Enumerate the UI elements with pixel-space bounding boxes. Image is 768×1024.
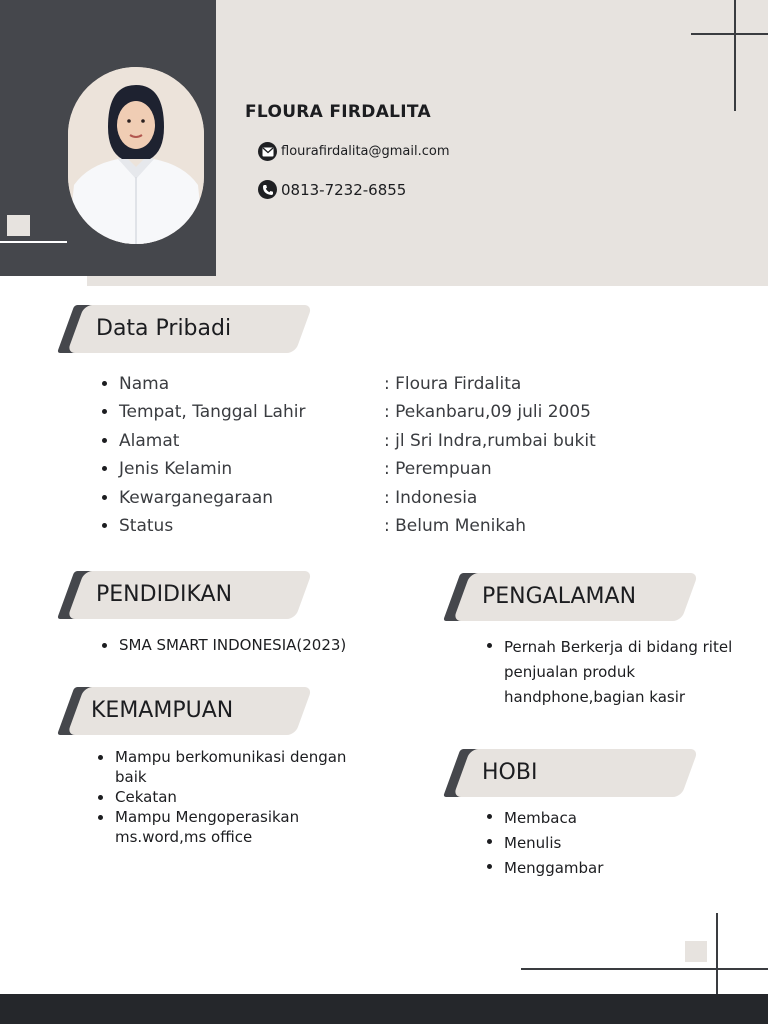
section-kemampuan bbox=[57, 687, 297, 735]
section-title-text: Data Pribadi bbox=[96, 316, 232, 341]
decorative-cross-horizontal bbox=[691, 33, 768, 35]
list-item: Membaca bbox=[484, 806, 744, 831]
list-value: : Floura Firdalita bbox=[384, 374, 522, 394]
decorative-line bbox=[0, 241, 67, 243]
list-item: SMA SMART INDONESIA(2023) bbox=[99, 635, 379, 656]
list-item: Mampu berkomunikasi dengan baik bbox=[95, 747, 355, 787]
section-data-pribadi bbox=[57, 305, 297, 353]
list-value: : jl Sri Indra,rumbai bukit bbox=[384, 430, 596, 451]
section-title-text: KEMAMPUAN bbox=[91, 698, 234, 723]
personal-data-values bbox=[384, 372, 596, 542]
list-item: Status bbox=[99, 514, 305, 542]
list-item: Nama bbox=[99, 372, 305, 400]
full-name: FLOURA FIRDALITA bbox=[245, 102, 431, 122]
list-value: : Belum Menikah bbox=[384, 515, 527, 536]
profile-photo bbox=[68, 67, 204, 244]
decorative-cross-horizontal bbox=[521, 968, 768, 970]
envelope-icon bbox=[258, 142, 277, 161]
list-item: Alamat bbox=[99, 429, 305, 457]
decorative-square bbox=[685, 941, 707, 962]
list-item: Jenis Kelamin bbox=[99, 457, 305, 485]
experience-list bbox=[484, 635, 744, 710]
phone-icon bbox=[258, 180, 277, 199]
section-hobi bbox=[443, 749, 683, 797]
email-text[interactable]: flourafirdalita@gmail.com bbox=[281, 144, 450, 159]
footer-bar bbox=[0, 994, 768, 1024]
list-item: Cekatan bbox=[95, 787, 355, 807]
section-title-text: PENGALAMAN bbox=[482, 584, 637, 609]
phone-text[interactable]: 0813-7232-6855 bbox=[281, 180, 407, 199]
hobby-list bbox=[484, 806, 744, 881]
skills-list bbox=[95, 747, 355, 847]
decorative-cross-vertical bbox=[734, 0, 736, 111]
list-item: Menulis bbox=[484, 831, 744, 856]
education-list bbox=[99, 635, 379, 656]
contact-email bbox=[258, 142, 450, 161]
list-item: Kewarganegaraan bbox=[99, 486, 305, 514]
list-item: Menggambar bbox=[484, 856, 744, 881]
list-value: : Pekanbaru,09 juli 2005 bbox=[384, 402, 591, 423]
list-item: Tempat, Tanggal Lahir bbox=[99, 400, 305, 428]
section-pendidikan bbox=[57, 571, 297, 619]
decorative-square bbox=[7, 215, 30, 236]
list-value: : Perempuan bbox=[384, 459, 492, 480]
section-pengalaman bbox=[443, 573, 683, 621]
list-value: : Indonesia bbox=[384, 487, 478, 508]
personal-data-labels bbox=[99, 372, 305, 542]
section-title-text: HOBI bbox=[482, 760, 538, 785]
section-title-text: PENDIDIKAN bbox=[96, 582, 233, 607]
list-item: Pernah Berkerja di bidang ritel penjualan produk handphone,bagian kasir bbox=[484, 635, 744, 710]
contact-phone bbox=[258, 180, 406, 199]
list-item: Mampu Mengoperasikan ms.word,ms office bbox=[95, 807, 355, 847]
